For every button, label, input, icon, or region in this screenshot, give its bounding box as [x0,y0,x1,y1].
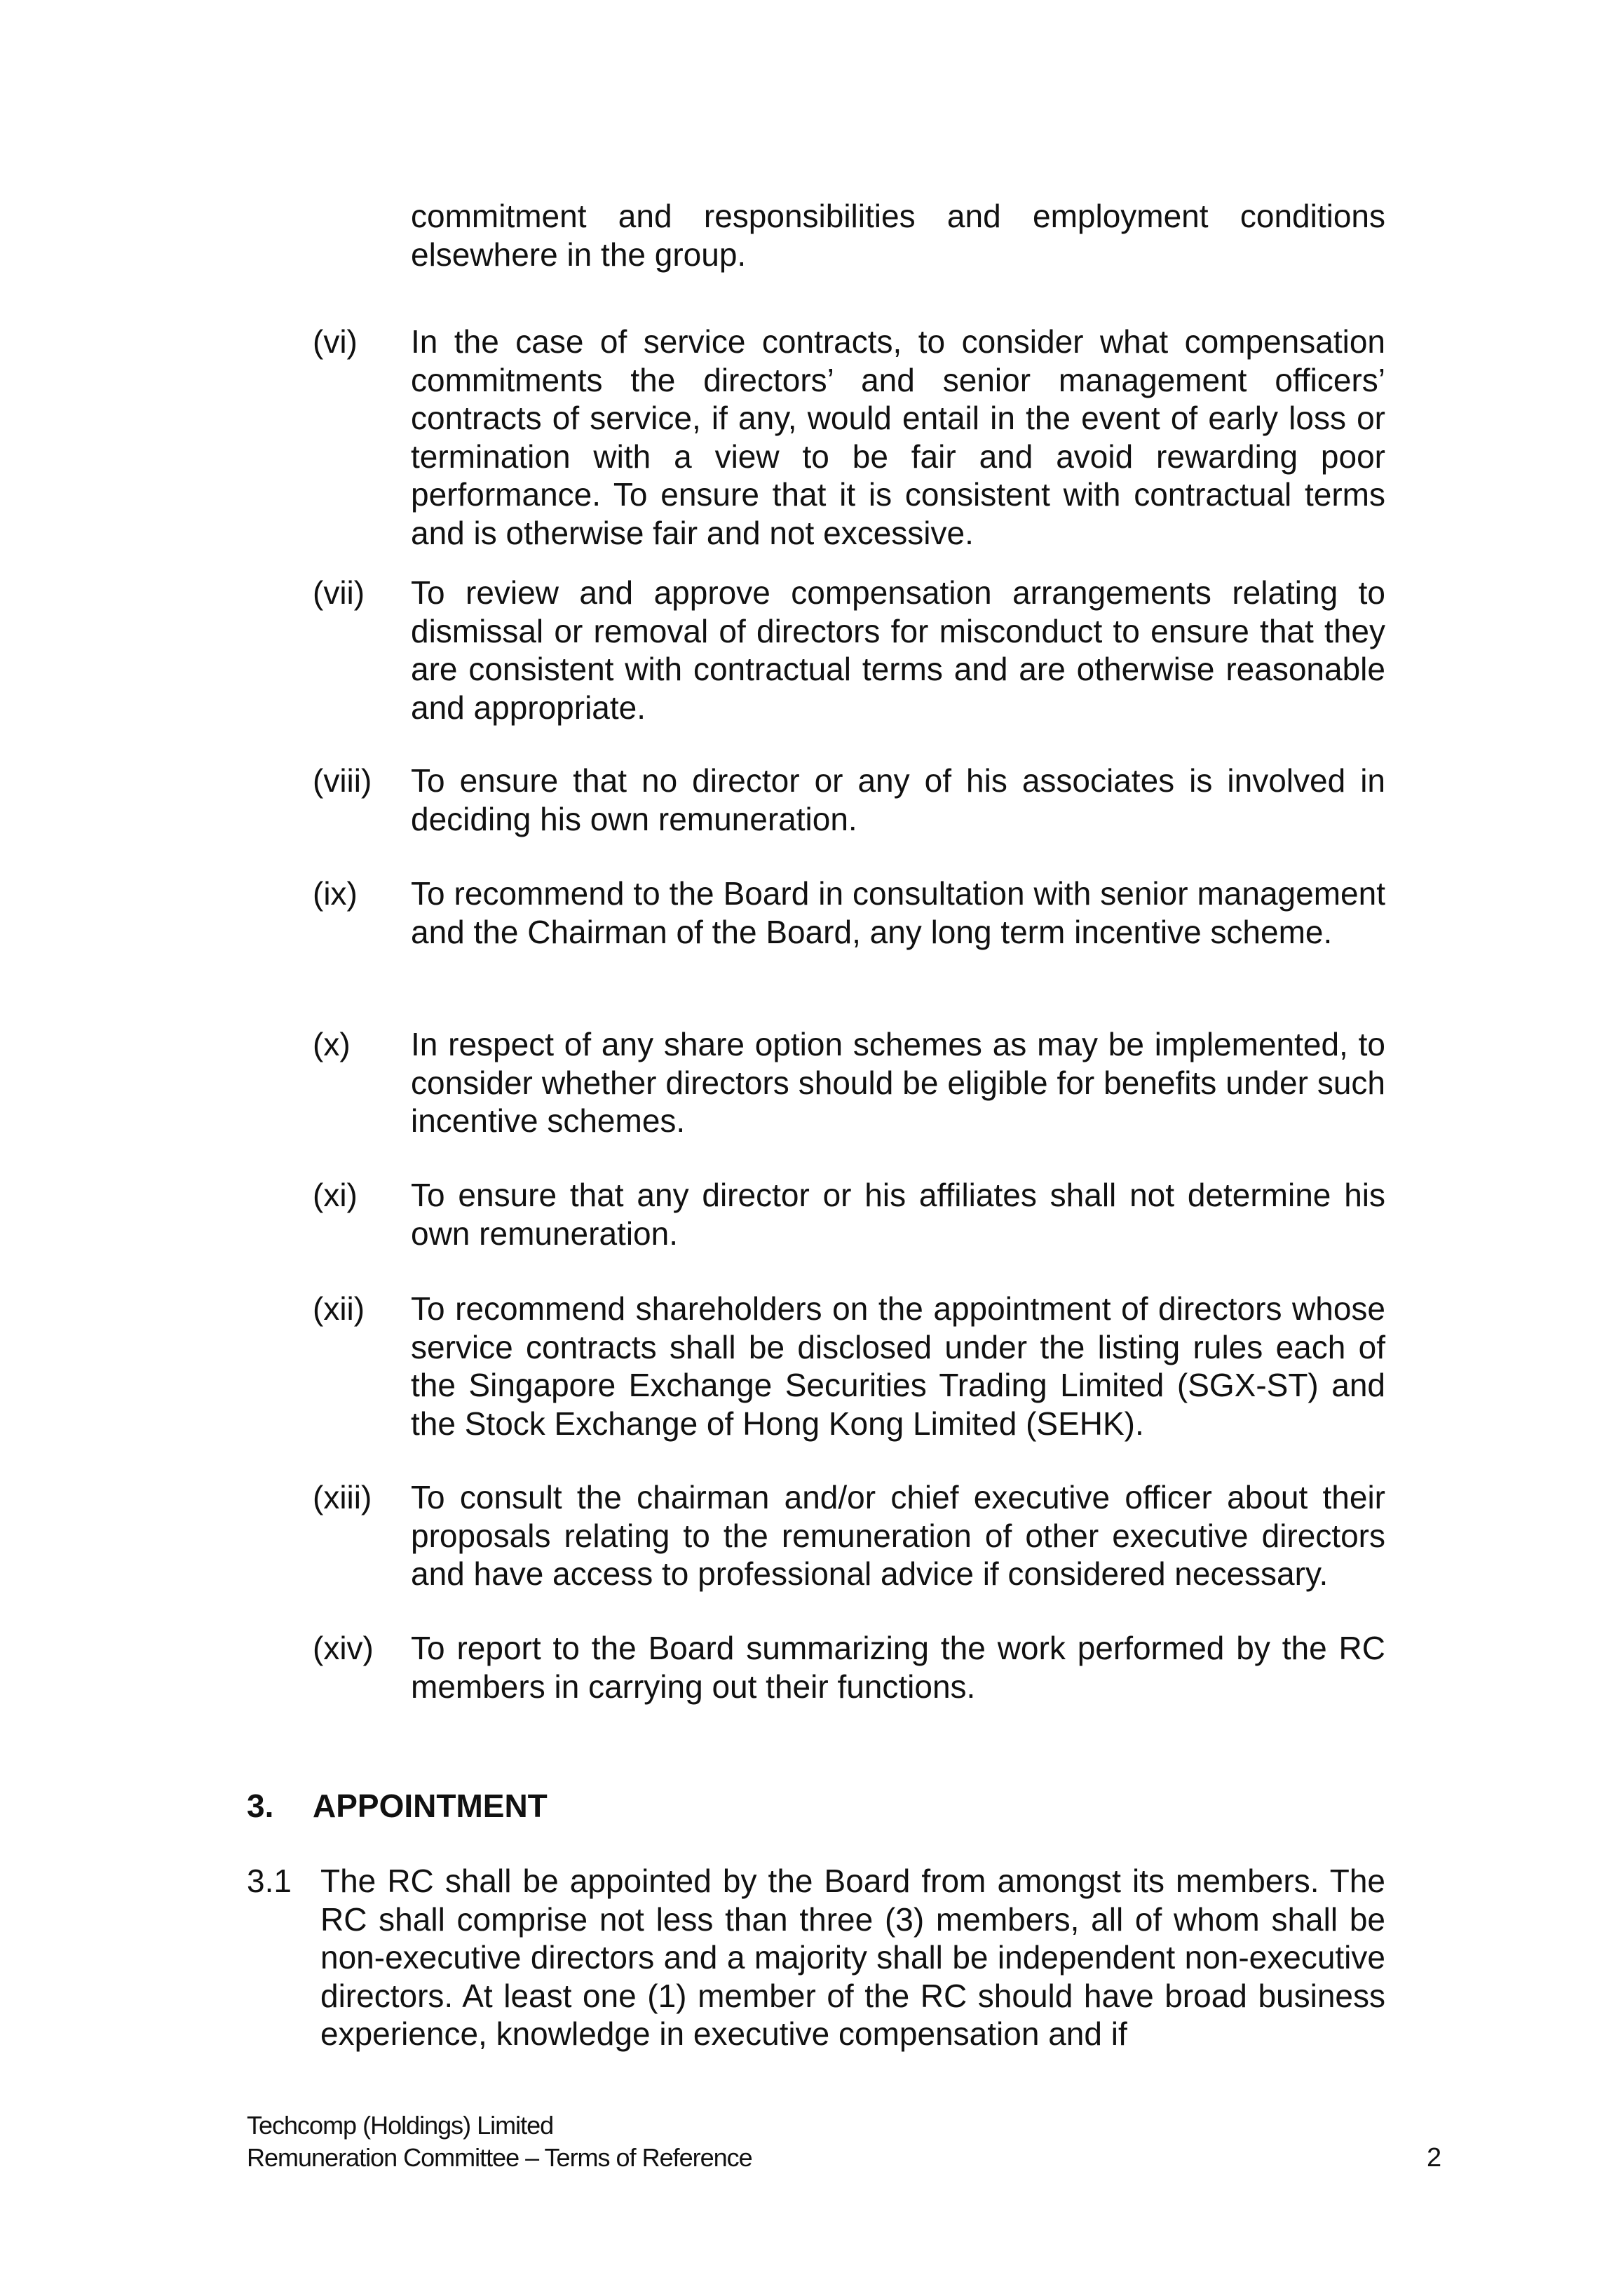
item-number: (ix) [313,875,358,912]
item-number: (x) [313,1026,351,1062]
item-text: To report to the Board summarizing the work performed by the RC members in carrying out their functions. [411,1630,1385,1705]
item-text: To recommend to the Board in consultation with senior management and the Chairman of the Board, any long term incentive scheme. [411,875,1385,950]
item-number: (xiv) [313,1630,374,1666]
item-text: To ensure that any director or his affiliates shall not determine his own remuneration. [411,1177,1385,1252]
section-number: 3. [247,1788,274,1824]
item-text: To review and approve compensation arrangements relating to dismissal or removal of directors for misconduct to ensure that they are consistent with contractual terms and are otherwise reasonable and appropriate. [411,574,1385,726]
item-number: (xii) [313,1290,365,1327]
footer-company: Techcomp (Holdings) Limited [247,2111,554,2140]
clause-text: The RC shall be appointed by the Board from amongst its members. The RC shall comprise not less than three (3) members, all of whom shall be non-executive directors and a majority shall be independent non-executive directors. At least one (1) member of the RC should have broad business experience, knowledge in executive compensation and if [320,1863,1385,2052]
page-number: 2 [1427,2143,1442,2173]
item-text: In respect of any share option schemes as may be implemented, to consider whether directors should be eligible for benefits under such incentive schemes. [411,1026,1385,1139]
item-number: (xi) [313,1177,358,1213]
continuation-paragraph: commitment and responsibilities and employment conditions elsewhere in the group. [411,198,1385,273]
item-text: In the case of service contracts, to consider what compensation commitments the directors’ and senior management officers’ contracts of service, if any, would entail in the event of early loss or termination with a view to be fair and avoid rewarding poor performance. To ensure that it is consistent with contractual terms and is otherwise fair and not excessive. [411,323,1385,551]
footer [247,2109,752,2174]
section-title: APPOINTMENT [313,1788,548,1824]
item-text: To recommend shareholders on the appointment of directors whose service contracts shall be disclosed under the listing rules each of the Singapore Exchange Securities Trading Limited (SGX-ST) and the Stock Exchange of Hong Kong Limited (SEHK). [411,1290,1385,1442]
clause-number: 3.1 [247,1863,292,1899]
item-text: To ensure that no director or any of his associates is involved in deciding his own remuneration. [411,762,1385,837]
item-text: To consult the chairman and/or chief executive officer about their proposals relating to the remuneration of other executive directors and have access to professional advice if considered necessary. [411,1479,1385,1592]
item-number: (viii) [313,762,372,799]
footer-document-title: Remuneration Committee – Terms of Reference [247,2143,752,2172]
item-number: (xiii) [313,1479,372,1515]
item-number: (vii) [313,574,365,611]
item-number: (vi) [313,323,358,360]
